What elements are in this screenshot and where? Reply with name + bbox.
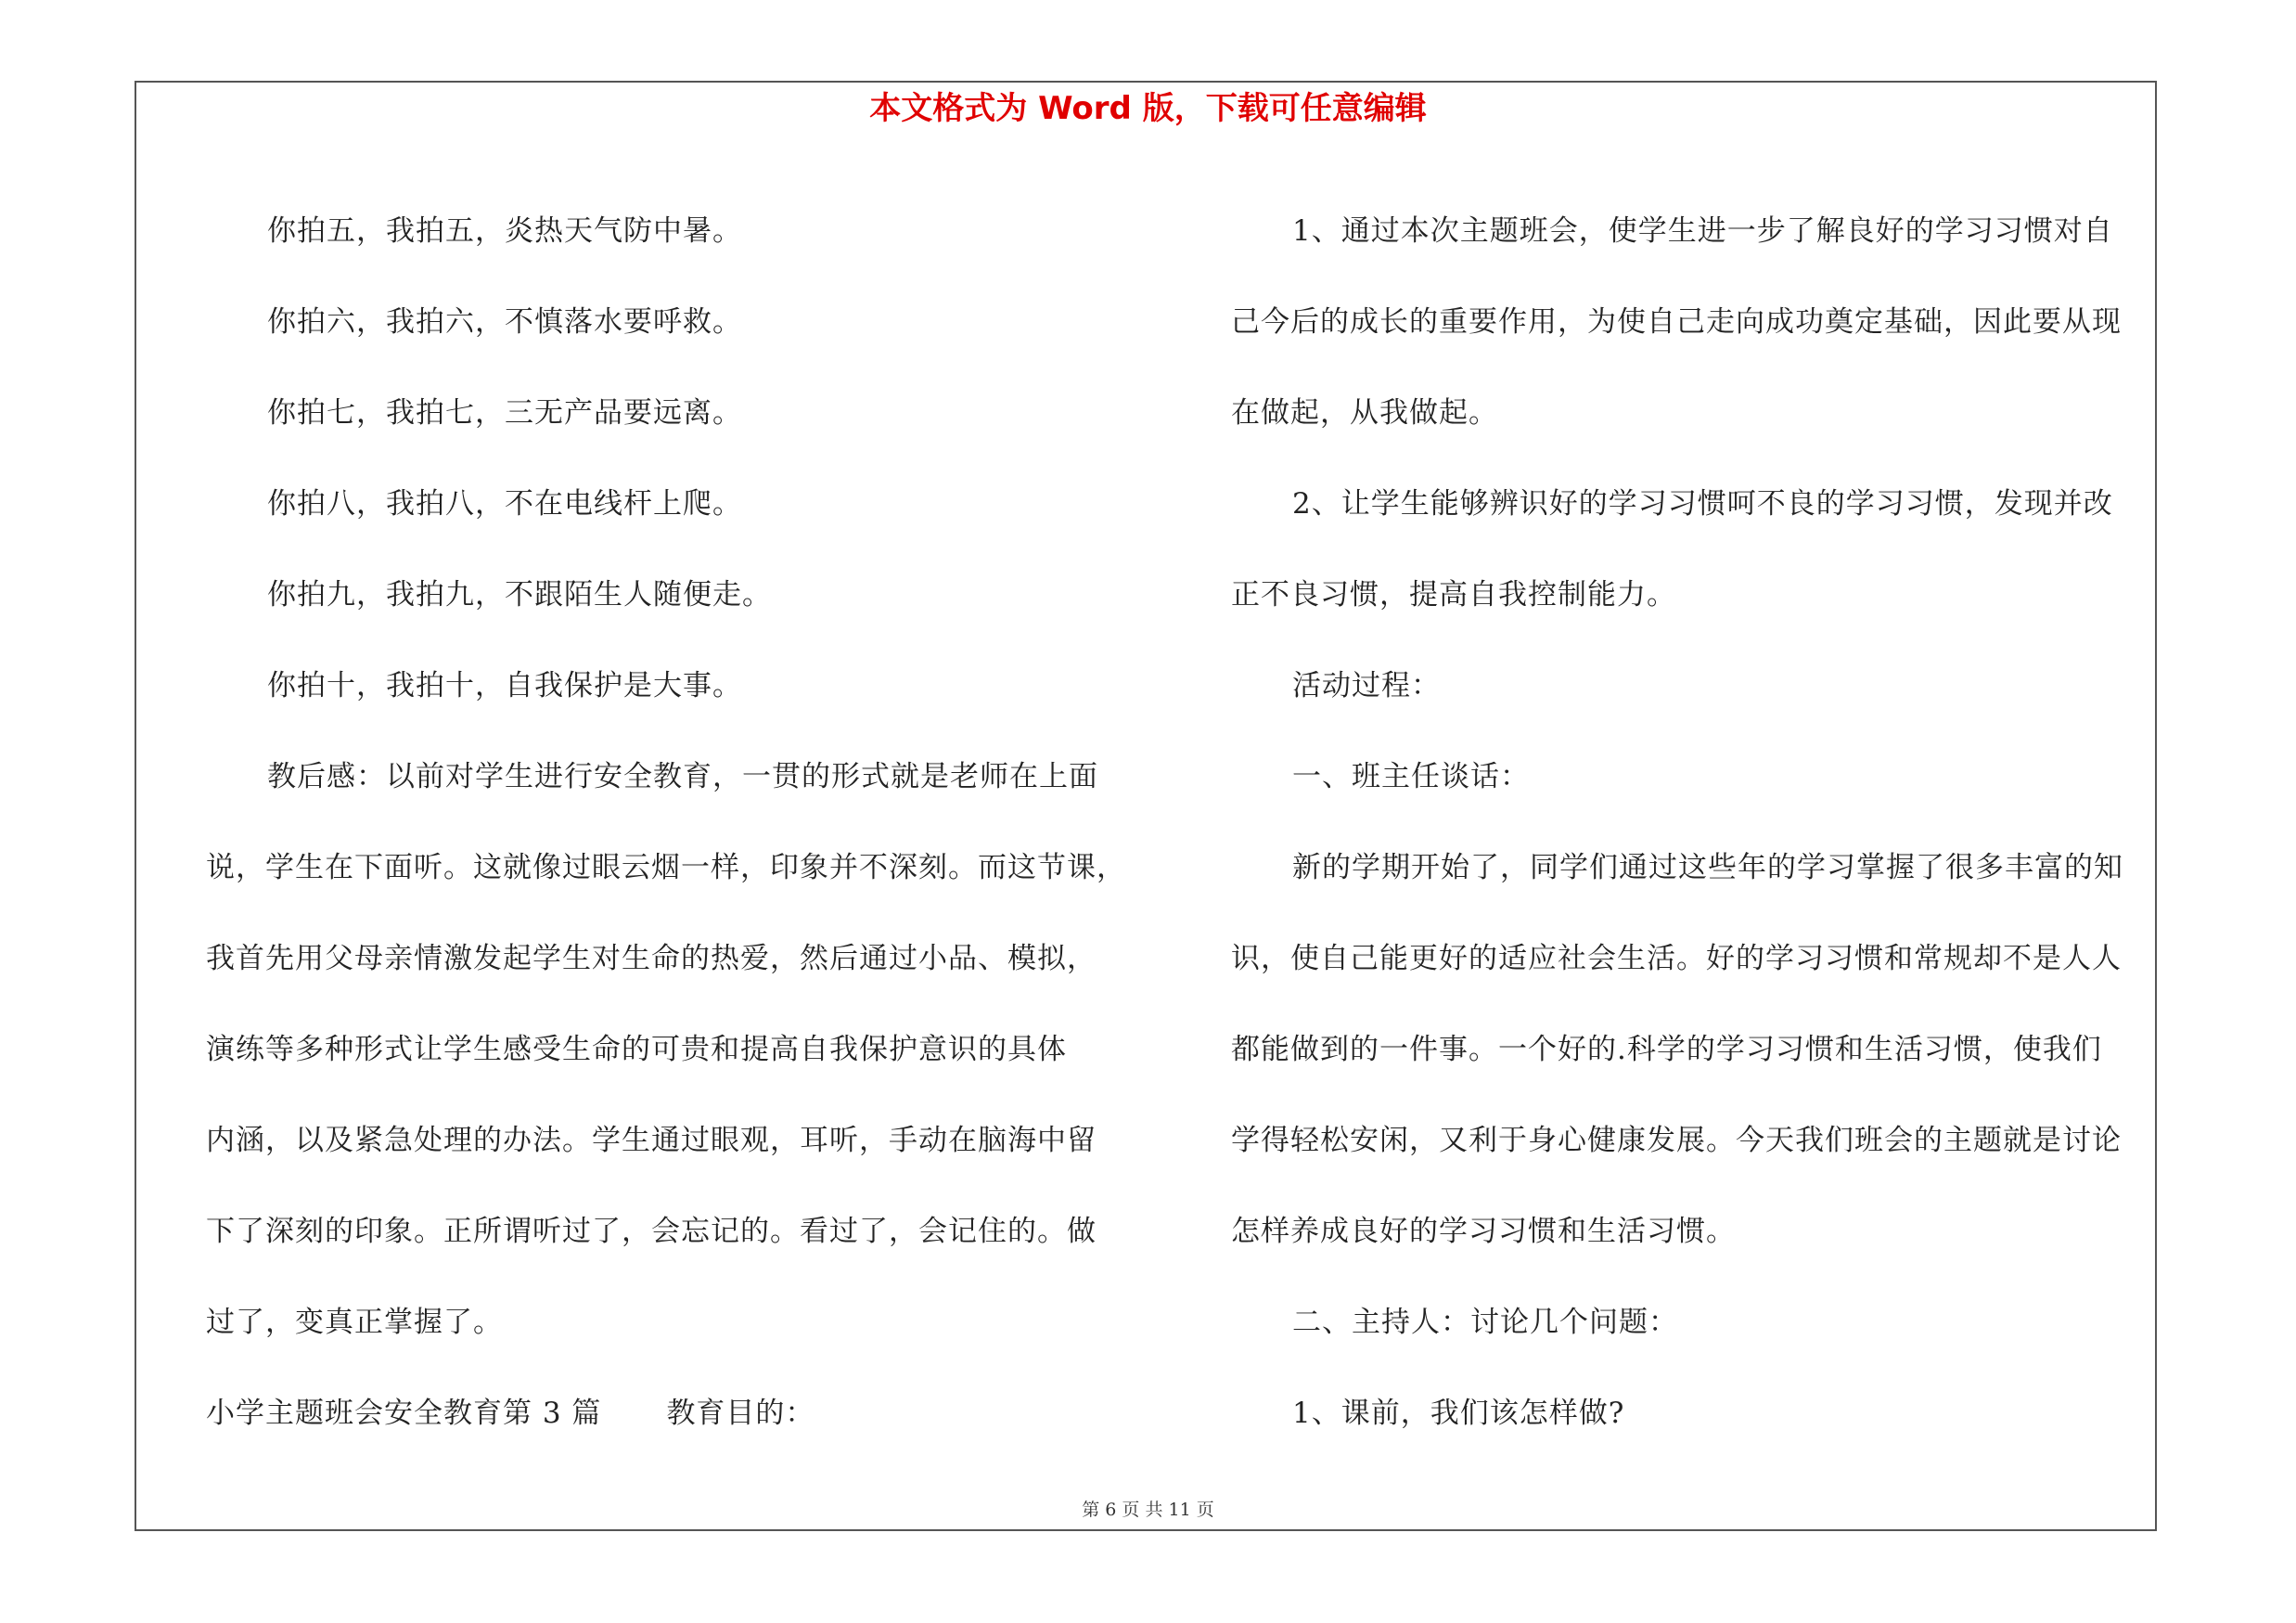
section-title: 小学主题班会安全教育第 3 篇 xyxy=(206,1397,602,1430)
text-line: 都能做到的一件事。一个好的.科学的学习习惯和生活习惯，使我们 xyxy=(1231,1033,2102,1066)
text-line: 1、通过本次主题班会，使学生进一步了解良好的学习习惯对自 xyxy=(1292,214,2113,248)
text-line: 己今后的成长的重要作用，为使自己走向成功奠定基础，因此要从现 xyxy=(1231,305,2122,339)
text-line: 你拍八，我拍八，不在电线杆上爬。 xyxy=(267,487,742,521)
text-line: 你拍十，我拍十，自我保护是大事。 xyxy=(267,669,742,702)
text-line: 二、主持人：讨论几个问题： xyxy=(1292,1306,1678,1339)
section-heading-line xyxy=(206,1368,1143,1459)
education-goal-label: 教育目的： xyxy=(666,1397,815,1430)
text-line: 识，使自己能更好的适应社会生活。好的学习习惯和常规却不是人人 xyxy=(1231,942,2122,975)
text-line: 演练等多种形式让学生感受生命的可贵和提高自我保护意识的具体 xyxy=(206,1033,1067,1066)
text-line: 1、课前，我们该怎样做? xyxy=(1292,1397,1625,1430)
text-line: 你拍五，我拍五，炎热天气防中暑。 xyxy=(267,214,742,248)
text-line: 你拍九，我拍九，不跟陌生人随便走。 xyxy=(267,578,772,612)
text-line: 正不良习惯，提高自我控制能力。 xyxy=(1231,578,1676,612)
left-column xyxy=(206,186,1143,1459)
text-line: 学得轻松安闲，又利于身心健康发展。今天我们班会的主题就是讨论 xyxy=(1231,1124,2122,1157)
text-line: 教后感：以前对学生进行安全教育，一贯的形式就是老师在上面 xyxy=(267,760,1098,793)
text-line: 2、让学生能够辨识好的学习习惯呵不良的学习习惯，发现并改 xyxy=(1292,487,2113,521)
text-line: 新的学期开始了，同学们通过这些年的学习掌握了很多丰富的知 xyxy=(1292,851,2123,884)
text-line: 你拍六，我拍六，不慎落水要呼救。 xyxy=(267,305,742,339)
text-line: 怎样养成良好的学习习惯和生活习惯。 xyxy=(1231,1215,1736,1248)
text-line: 下了深刻的印象。正所谓听过了，会忘记的。看过了，会记住的。做 xyxy=(206,1215,1097,1248)
page-footer: 第 6 页 共 11 页 xyxy=(1082,1500,1214,1520)
format-banner: 本文格式为 Word 版，下载可任意编辑 xyxy=(869,90,1427,127)
text-line: 我首先用父母亲情激发起学生对生命的热爱，然后通过小品、模拟， xyxy=(206,942,1097,975)
text-line: 一、班主任谈话： xyxy=(1292,760,1530,793)
text-line: 活动过程： xyxy=(1292,669,1441,702)
text-line: 说，学生在下面听。这就像过眼云烟一样，印象并不深刻。而这节课， xyxy=(206,851,1126,884)
text-line: 在做起，从我做起。 xyxy=(1231,396,1498,430)
text-line: 过了，变真正掌握了。 xyxy=(206,1306,503,1339)
right-column xyxy=(1231,186,2149,1459)
text-line: 你拍七，我拍七，三无产品要远离。 xyxy=(267,396,742,430)
text-line: 内涵，以及紧急处理的办法。学生通过眼观，耳听，手动在脑海中留 xyxy=(206,1124,1097,1157)
